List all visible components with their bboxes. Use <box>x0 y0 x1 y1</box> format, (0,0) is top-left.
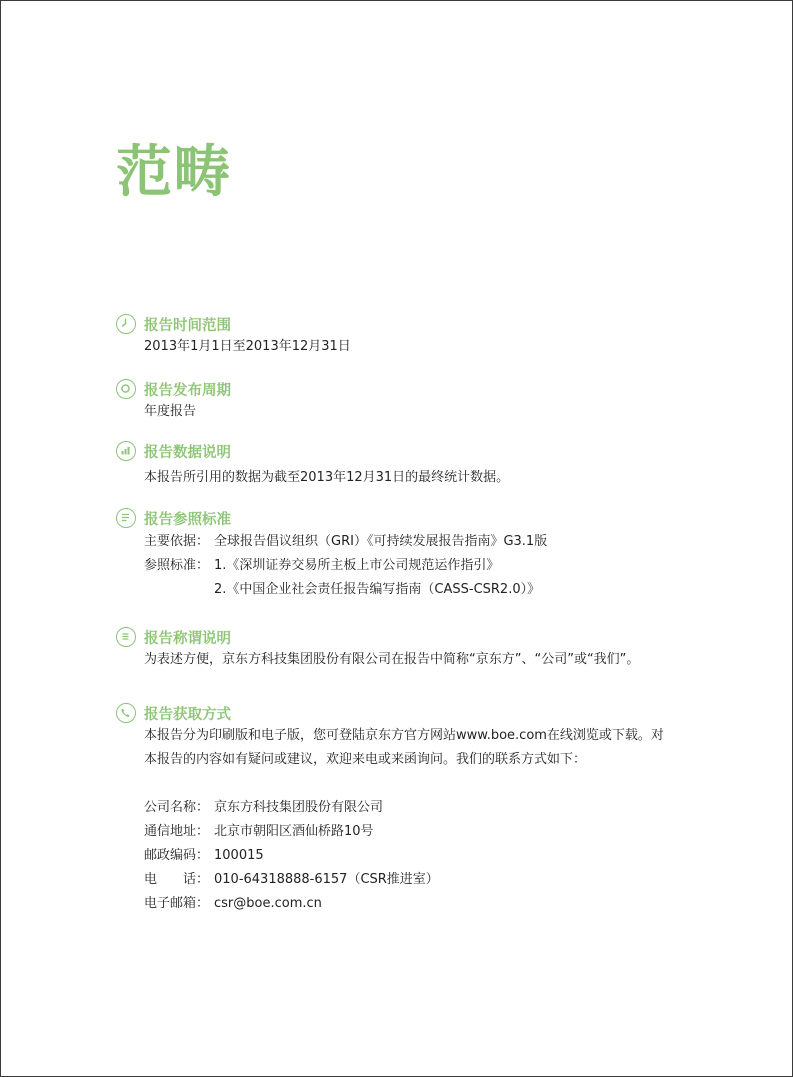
section-body <box>116 724 664 916</box>
contact-row <box>144 796 664 820</box>
section-header <box>116 507 547 529</box>
section-header <box>116 378 231 400</box>
section-naming-notes <box>116 626 639 672</box>
section-header <box>116 702 664 724</box>
contact-label: 邮政编码： <box>144 848 210 863</box>
contact-value: 010-64318888-6157（CSR推进室） <box>214 872 439 887</box>
document-icon <box>116 508 136 528</box>
contact-label: 电 话： <box>144 872 210 887</box>
section-header <box>116 440 509 462</box>
main-basis-label: 主要依据： <box>144 534 210 549</box>
contact-value: 北京市朝阳区酒仙桥路10号 <box>214 824 374 839</box>
section-title: 报告称谓说明 <box>144 630 231 647</box>
access-paragraph-line: 本报告分为印刷版和电子版，您可登陆京东方官方网站www.boe.com在线浏览或下载。对 <box>144 728 664 743</box>
contact-label: 通信地址： <box>144 824 210 839</box>
clock-icon <box>116 314 136 334</box>
section-access-methods <box>116 702 664 916</box>
section-data-notes <box>116 440 509 490</box>
contact-label: 电子邮箱： <box>144 896 210 911</box>
section-body: 年度报告 <box>144 404 197 419</box>
section-title: 报告获取方式 <box>144 706 231 723</box>
contact-value: 100015 <box>214 848 264 863</box>
cycle-icon <box>116 379 136 399</box>
contact-row <box>144 820 664 844</box>
section-release-cycle <box>116 378 231 424</box>
section-body: 2013年1月1日至2013年12月31日 <box>144 339 351 354</box>
section-body: 为表述方便，京东方科技集团股份有限公司在报告中简称“京东方”、“公司”或“我们”。 <box>144 652 640 667</box>
section-body <box>116 530 547 602</box>
reference-label: 参照标准： <box>144 558 210 573</box>
contact-label: 公司名称： <box>144 800 210 815</box>
main-basis-row <box>144 530 547 554</box>
phone-icon <box>116 703 136 723</box>
reference-row <box>144 554 547 578</box>
section-header <box>116 313 351 335</box>
main-basis-value: 全球报告倡议组织（GRI）《可持续发展报告指南》G3.1版 <box>214 534 548 549</box>
contact-row <box>144 868 664 892</box>
access-paragraph-line: 本报告的内容如有疑问或建议，欢迎来电或来函询问。我们的联系方式如下： <box>144 752 587 767</box>
contact-value: 京东方科技集团股份有限公司 <box>214 800 384 815</box>
list-icon <box>116 627 136 647</box>
reference-item: 2.《中国企业社会责任报告编写指南（CASS-CSR2.0）》 <box>214 582 541 597</box>
reference-row <box>144 578 547 602</box>
section-header <box>116 626 639 648</box>
section-title: 报告发布周期 <box>144 382 231 399</box>
section-time-range <box>116 313 351 359</box>
section-body: 本报告所引用的数据为截至2013年12月31日的最终统计数据。 <box>144 470 510 485</box>
section-title: 报告时间范围 <box>144 317 231 334</box>
section-title: 报告数据说明 <box>144 444 231 461</box>
chart-icon <box>116 441 136 461</box>
contact-email[interactable]: csr@boe.com.cn <box>214 896 322 911</box>
section-reference-standards <box>116 507 547 602</box>
page-title: 范畴 <box>116 140 232 205</box>
reference-item: 1.《深圳证券交易所主板上市公司规范运作指引》 <box>214 558 500 573</box>
section-title: 报告参照标准 <box>144 511 231 528</box>
contact-row <box>144 892 664 916</box>
contact-row <box>144 844 664 868</box>
